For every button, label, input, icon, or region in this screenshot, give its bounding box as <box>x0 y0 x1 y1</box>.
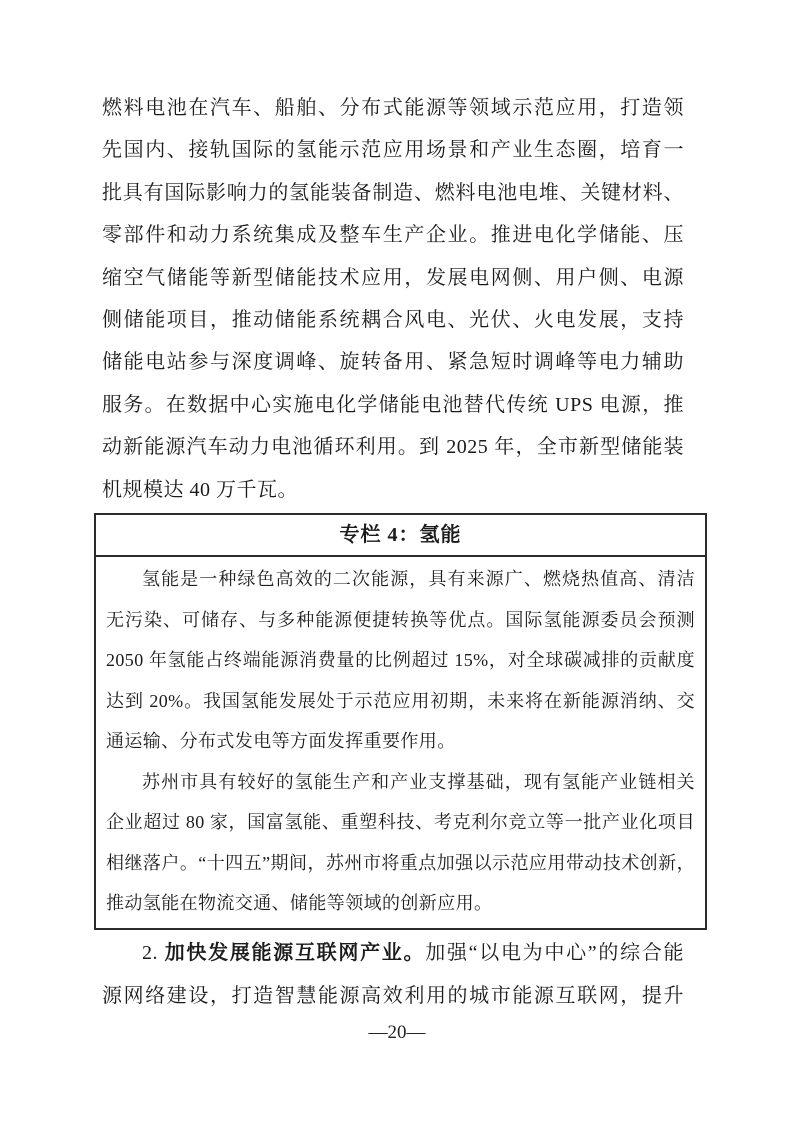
text-line: 无污染、可储存、与多种能源便捷转换等优点。国际氢能源委员会预测 <box>106 609 695 630</box>
feature-panel-hydrogen <box>94 513 707 930</box>
text-line: 储能电站参与深度调峰、旋转备用、紧急短时调峰等电力辅助 <box>102 351 684 374</box>
text-line: 氢能是一种绿色高效的二次能源，具有来源广、燃烧热值高、清洁 <box>142 569 695 589</box>
text-line: 先国内、接轨国际的氢能示范应用场景和产业生态圈，培育一 <box>102 139 684 162</box>
panel-paragraph-2 <box>106 762 695 924</box>
text-line: 缩空气储能等新型储能技术应用，发展电网侧、用户侧、电源 <box>102 266 684 289</box>
text-line: 企业超过 80 家，国富氢能、重塑科技、考克利尔竞立等一批产业化项目 <box>106 812 695 832</box>
body-paragraph <box>102 87 684 511</box>
text-line: 服务。在数据中心实施电化学储能电池替代传统 UPS 电源，推 <box>102 393 684 416</box>
text-line: 达到 20%。我国氢能发展处于示范应用初期，未来将在新能源消纳、交 <box>106 690 695 711</box>
text-line: 零部件和动力系统集成及整车生产企业。推进电化学储能、压 <box>102 224 684 247</box>
panel-paragraph-1 <box>106 559 695 762</box>
text-line: 苏州市具有较好的氢能生产和产业支撑基础，现有氢能产业链相关 <box>142 771 695 792</box>
closing-paragraph <box>102 932 684 1018</box>
text-line: 机规模达 40 万千瓦。 <box>102 478 298 501</box>
text-line: 侧储能项目，推动储能系统耦合风电、光伏、火电发展，支持 <box>102 309 684 332</box>
item-heading-bold: 加快发展能源互联网产业。 <box>164 942 426 964</box>
text-line <box>102 932 684 975</box>
panel-title: 专栏 4：氢能 <box>96 515 705 557</box>
text-line: 燃料电池在汽车、船舶、分布式能源等领域示范应用，打造领 <box>102 97 684 119</box>
item-text: 加强“以电为中心”的综合能 <box>425 942 685 964</box>
text-line: 推动氢能在物流交通、储能等领域的创新应用。 <box>106 893 493 913</box>
panel-body <box>96 557 705 928</box>
text-line: 动新能源汽车动力电池循环利用。到 2025 年，全市新型储能装 <box>102 436 684 459</box>
text-line: 源网络建设，打造智慧能源高效利用的城市能源互联网，提升 <box>102 985 684 1007</box>
text-line: 批具有国际影响力的氢能装备制造、燃料电池电堆、关键材料、 <box>102 181 684 204</box>
text-line: 相继落户。“十四五”期间，苏州市将重点加强以示范应用带动技术创新， <box>106 852 695 873</box>
text-line: 通运输、分布式发电等方面发挥重要作用。 <box>106 731 456 751</box>
text-line: 2050 年氢能占终端能源消费量的比例超过 15%，对全球碳减排的贡献度 <box>106 650 695 670</box>
item-number: 2. <box>142 942 165 964</box>
page-number: —20— <box>368 1022 426 1043</box>
